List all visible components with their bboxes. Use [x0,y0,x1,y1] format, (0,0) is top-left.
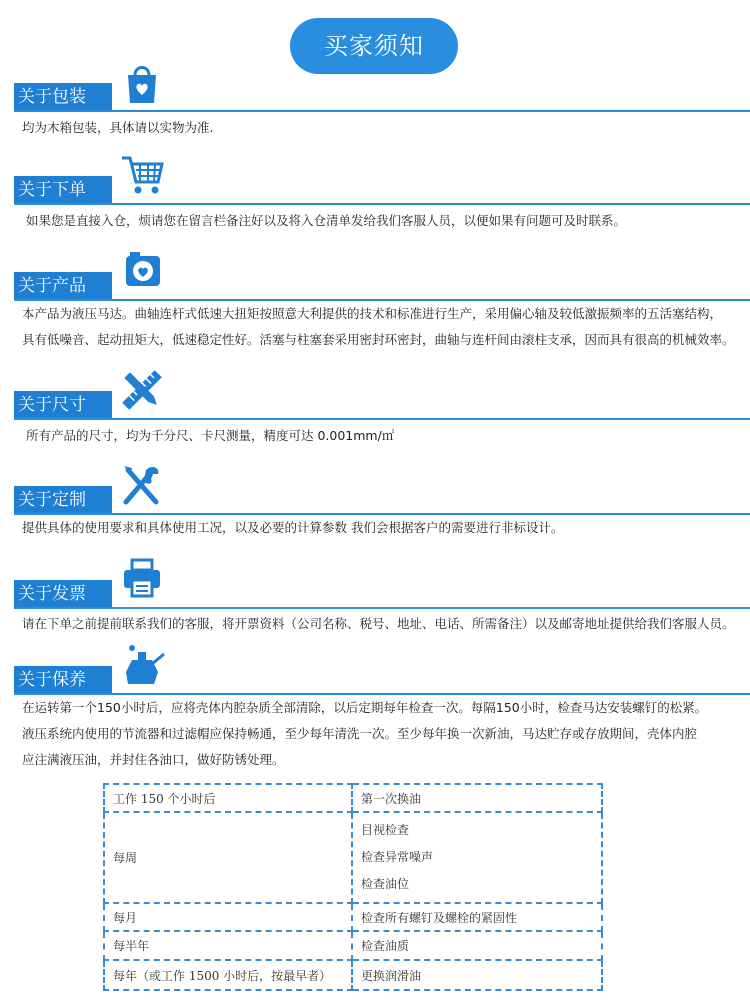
section-title: 关于定制 [14,486,112,514]
table-cell-when: 每月 [104,903,352,931]
oil-can-icon [118,642,166,688]
table-cell-task: 第一次换油 [352,784,602,812]
task-item: 检查异常噪声 [361,850,434,864]
table-row [104,812,602,903]
section-size [0,391,750,449]
camera-heart-icon [118,248,166,294]
shopping-cart-icon [118,152,166,198]
section-ordering [0,176,750,234]
table-row [104,960,602,990]
table-cell-task [352,812,602,903]
task-item: 检查油位 [361,877,410,891]
table-cell-task: 检查油质 [352,931,602,960]
section-text: 提供具体的使用要求和具体使用工况，以及必要的计算参数 我们会根据客户的需要进行非标设计。 [22,520,564,535]
table-cell-task: 更换润滑油 [352,960,602,990]
section-text: 请在下单之前提前联系我们的客服，将开票资料（公司名称、税号、地址、电话、所需备注）以及邮寄地址提供给我们客服人员。 [22,616,735,631]
table-cell-task: 检查所有螺钉及螺栓的紧固性 [352,903,602,931]
section-title: 关于下单 [14,176,112,204]
table-cell-when: 每半年 [104,931,352,960]
section-text: 本产品为液压马达。曲轴连杆式低速大扭矩按照意大利提供的技术和标准进行生产，采用偏心轴及较低激振频率的五活塞结构， [22,306,723,321]
section-text: 均为木箱包装，具体请以实物为准. [22,120,214,135]
task-item: 目视检查 [361,823,410,837]
table-cell-when: 工作 150 个小时后 [104,784,352,812]
section-invoice [0,580,750,637]
section-title: 关于尺寸 [14,391,112,419]
section-text: 应注满液压油，并封住各油口，做好防锈处理。 [22,752,285,767]
section-packaging [0,83,750,141]
section-text: 所有产品的尺寸，均为千分尺、卡尺测量，精度可达 0.001mm/㎡ [26,428,395,443]
section-maintenance [0,666,750,773]
section-product [0,272,750,353]
shopping-bag-heart-icon [118,59,166,105]
section-title: 关于产品 [14,272,112,300]
ruler-pencil-icon [118,367,166,413]
table-cell-when: 每周 [104,812,352,903]
table-row [104,931,602,960]
section-text: 如果您是直接入仓，烦请您在留言栏备注好以及将入仓清单发给我们客服人员，以便如果有问题可及时联系。 [26,213,627,228]
section-text: 液压系统内使用的节流器和过滤帽应保持畅通，至少每年清洗一次。至少每年换一次新油，马达贮存或存放期间，壳体内腔 [22,726,698,741]
section-customization [0,486,750,541]
section-text: 在运转第一个150小时后，应将壳体内腔杂质全部清除，以后定期每年检查一次。每隔150小时，检查马达安装螺钉的松紧。 [22,700,708,715]
section-title: 关于保养 [14,666,112,694]
table-row [104,903,602,931]
printer-icon [118,556,166,602]
maintenance-table [103,783,603,991]
section-title: 关于发票 [14,580,112,608]
table-row [104,784,602,812]
wrench-screwdriver-icon [118,462,166,508]
page-title: 买家须知 [290,18,458,74]
table-cell-when: 每年（或工作 1500 小时后，按最早者） [104,960,352,990]
section-text: 具有低噪音、起动扭矩大，低速稳定性好。活塞与柱塞套采用密封环密封，曲轴与连杆间由滚柱支承，因而具有很高的机械效率。 [22,332,735,347]
section-title: 关于包装 [14,83,112,111]
